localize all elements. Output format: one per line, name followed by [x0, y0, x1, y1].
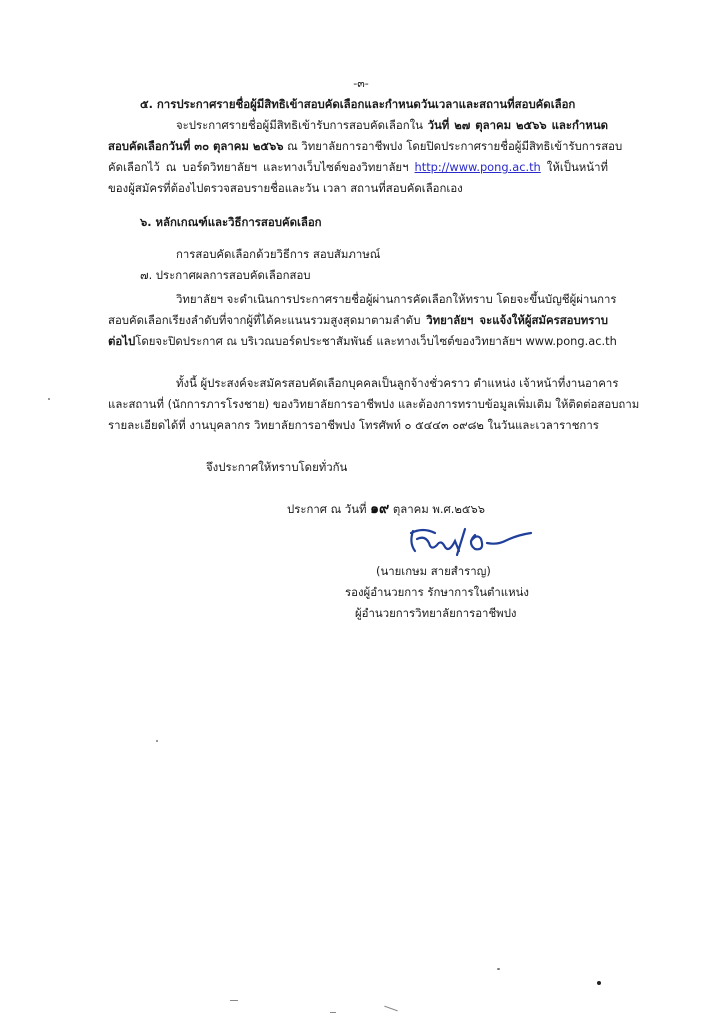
scan-speck [497, 968, 500, 970]
section6-heading: ๖. หลักเกณฑ์และวิธีการสอบคัดเลือก [140, 215, 322, 229]
handwritten-signature [405, 521, 535, 561]
section5-line1 [176, 117, 608, 133]
signer-name: (นายเกษม สายสำราญ) [376, 564, 491, 578]
section5-announce-date: วันที่ ๒๗ ตุลาคม ๒๕๖๖ และกำหนด [427, 118, 608, 132]
closing-line2: และสถานที่ (นักการภารโรงชาย) ของวิทยาลัยการอาชีพปง และต้องการทราบข้อมูลเพิ่มเติม ให้ติดต่อสอบถาม [108, 397, 640, 411]
section7-line3 [108, 333, 617, 349]
section5-line2 [108, 138, 623, 154]
signer-title-1: รองผู้อำนวยการ รักษาการในตำแหน่ง [345, 585, 529, 599]
section5-line4: ของผู้สมัครที่ต้องไปตรวจสอบรายชื่อและวัน เวลา สถานที่สอบคัดเลือกเอง [108, 181, 463, 195]
date-prefix: ประกาศ ณ วันที่ [287, 502, 371, 516]
closing-announce: จึงประกาศให้ทราบโดยทั่วกัน [206, 460, 348, 474]
section7-line1: วิทยาลัยฯ จะดำเนินการประกาศรายชื่อผู้ผ่านการคัดเลือกให้ทราบ โดยจะขึ้นบัญชีผู้ผ่านการ [176, 292, 617, 306]
page-number: -๓- [353, 77, 369, 90]
section5-line2-text: ณ วิทยาลัยการอาชีพปง โดยปิดประกาศรายชื่อผู้มีสิทธิเข้ารับการสอบ [283, 139, 623, 153]
section7-line2-text: สอบคัดเลือกเรียงลำดับที่จากผู้ที่ได้คะแนนรวมสูงสุดมาตามลำดับ [108, 313, 427, 327]
scan-speck [48, 398, 50, 400]
signer-title-2: ผู้อำนวยการวิทยาลัยการอาชีพปง [355, 606, 517, 620]
closing-line1: ทั้งนี้ ผู้ประสงค์จะสมัครสอบคัดเลือกบุคคลเป็นลูกจ้างชั่วคราว ตำแหน่ง เจ้าหน้าที่งานอาคาร [176, 376, 619, 390]
scan-speck [597, 981, 601, 985]
website-link[interactable]: http://www.pong.ac.th [414, 160, 541, 174]
section7-heading: ๗. ประกาศผลการสอบคัดเลือกสอบ [140, 268, 311, 282]
section5-heading: ๕. การประกาศรายชื่อผู้มีสิทธิเข้าสอบคัดเลือกและกำหนดวันเวลาและสถานที่สอบคัดเลือก [140, 97, 576, 111]
scan-speck [156, 740, 158, 742]
section7-line3-text: โดยจะปิดประกาศ ณ บริเวณบอร์ดประชาสัมพันธ์ และทางเว็บไซต์ของวิทยาลัยฯ www.pong.ac.th [135, 334, 617, 348]
section7-line2 [108, 312, 608, 328]
closing-line3: รายละเอียดได้ที่ งานบุคลากร วิทยาลัยการอาชีพปง โทรศัพท์ ๐ ๕๔๔๓ ๐๙๘๒ ในวันและเวลาราชการ [108, 418, 599, 432]
section5-line3-end: ให้เป็นหน้าที่ [540, 160, 608, 174]
scan-mark [230, 1000, 238, 1001]
date-suffix: ตุลาคม พ.ศ.๒๕๖๖ [389, 502, 485, 516]
section5-line3 [108, 159, 608, 175]
scan-mark [384, 1006, 397, 1012]
announce-date [287, 501, 485, 517]
date-day-handwritten: ๑๙ [370, 501, 390, 517]
section6-body: การสอบคัดเลือกด้วยวิธีการ สอบสัมภาษณ์ [176, 247, 381, 261]
section5-exam-date: สอบคัดเลือกวันที่ ๓๐ ตุลาคม ๒๕๖๖ [108, 139, 284, 153]
section5-line3-text: คัดเลือกไว้ ณ บอร์ดวิทยาลัยฯ และทางเว็บไซต์ของวิทยาลัยฯ [108, 160, 415, 174]
scan-mark [330, 1012, 336, 1013]
section7-notify-text: วิทยาลัยฯ จะแจ้งให้ผู้สมัครสอบทราบ [426, 313, 608, 327]
section5-line1-text: จะประกาศรายชื่อผู้มีสิทธิเข้ารับการสอบคัดเลือกใน [176, 118, 428, 132]
section7-line3-bold: ต่อไป [108, 334, 136, 348]
